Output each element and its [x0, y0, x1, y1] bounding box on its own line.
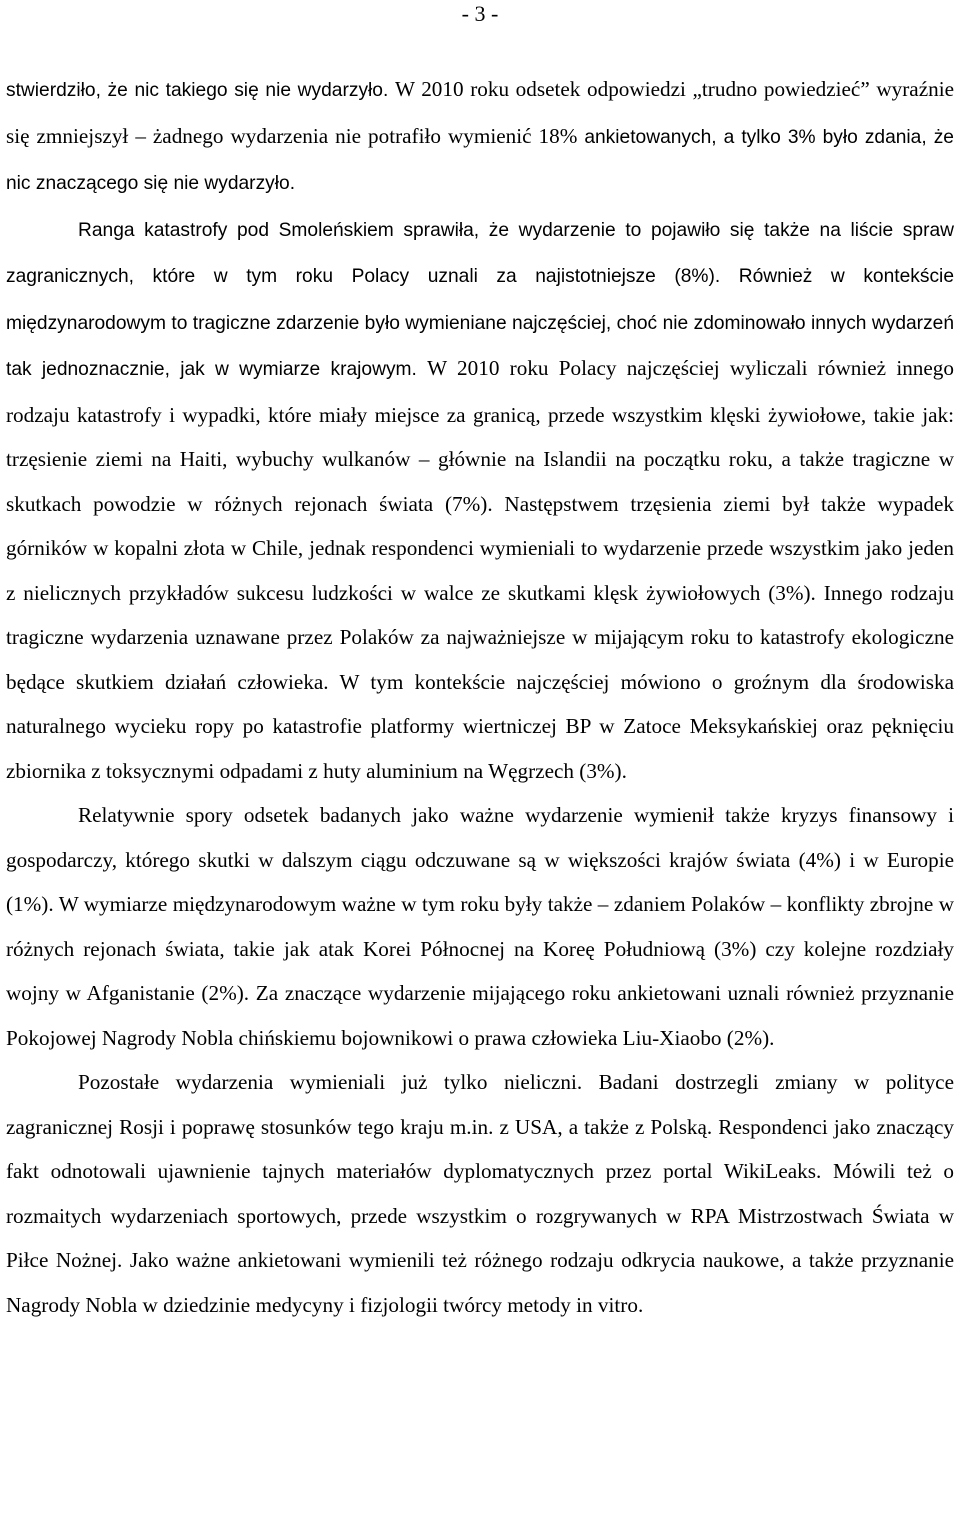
- page-number: [0, 0, 960, 28]
- paragraph-4-run-1: Pozostałe wydarzenia wymieniali już tylko nieliczni. Badani dostrzegli zmiany w polityce zagranicznej Rosji i poprawę stosunków tego kraju m.in. z USA, a także z Polską. Respondenci jako znaczący fakt odnotowali ujawnienie tajnych materiałów dyplomatycznych przez portal WikiLeaks. Mówili też o rozmaitych wydarzeniach sportowych, przede wszystkim o rozgrywanych w RPA Mistrzostwach Świata w Piłce Nożnej. Jako ważne ankietowani wymienili też różnego rodzaju odkrycia naukowe, a także przyznanie Nagrody Nobla w dziedzinie medycyny i fizjologii twórcy metody in vitro.: [6, 1070, 954, 1317]
- paragraph-3-run-1: Relatywnie spory odsetek badanych jako ważne wydarzenie wymienił także kryzys finansowy i gospodarczy, którego skutki w dalszym ciągu odczuwane są w większości krajów świata (4%) i w Europie (1%). W wymiarze międzynarodowym ważne w tym roku były także – zdaniem Polaków – konflikty zbrojne w różnych rejonach świata, takie jak atak Korei Północnej na Koreę Południową (3%) czy kolejne rozdziały wojny w Afganistanie (2%). Za znaczące wydarzenie mijającego roku ankietowani uznali również przyznanie Pokojowej Nagrody Nobla chińskiemu bojownikowi o prawa człowieka Liu-Xiaobo (2%).: [6, 803, 954, 1050]
- paragraph-2-run-2: W 2010 roku Polacy najczęściej wyliczali również innego rodzaju katastrofy i wypadki, które miały miejsce za granicą, przede wszystkim klęski żywiołowe, takie jak: trzęsienie ziemi na Haiti, wybuchy wulkanów – głównie na Islandii na początku roku, a także tragiczne w skutkach powodzie w różnych rejonach świata (7%). Następstwem trzęsienia ziemi był także wypadek górników w kopalni złota w Chile, jednak respondenci wymieniali to wydarzenie przede wszystkim jako jeden z nielicznych przykładów sukcesu ludzkości w walce ze skutkami klęsk żywiołowych (3%). Innego rodzaju tragiczne wydarzenia uznawane przez Polaków za najważniejsze w mijającym roku to katastrofy ekologiczne będące skutkiem działań człowieka. W tym kontekście najczęściej mówiono o groźnym dla środowiska naturalnego wycieku ropy po katastrofie platformy wiertniczej BP w Zatoce Meksykańskiej oraz pęknięciu zbiornika z toksycznymi odpadami z huty aluminium na Węgrzech (3%).: [6, 356, 954, 783]
- paragraph-3: [6, 793, 954, 1060]
- paragraph-1-run-2: W 2010 roku odsetek odpowiedzi „trudno powiedzieć” wyraźnie się zmniejszył – żadnego wydarzenia nie potrafiło wymienić 18%: [6, 77, 954, 148]
- paragraph-4: [6, 1060, 954, 1327]
- document-body: [6, 67, 954, 1327]
- paragraph-1-run-1: stwierdziło, że nic takiego się nie wydarzyło.: [6, 80, 395, 101]
- paragraph-1: [6, 67, 954, 207]
- paragraph-1-run-3: ankietowanych, a tylko 3% było zdania, że nic znaczącego się nie wydarzyło.: [6, 126, 954, 194]
- paragraph-2-run-1: Ranga katastrofy pod Smoleńskiem sprawiła, że wydarzenie to pojawiło się także na liście spraw zagranicznych, które w tym roku Polacy uznali za najistotniejsze (8%). Również w kontekście międzynarodowym to tragiczne zdarzenie było wymieniane najczęściej, choć nie zdominowało innych wydarzeń tak jednoznacznie, jak w wymiarze krajowym.: [6, 219, 954, 380]
- paragraph-2: [6, 207, 954, 794]
- page-number-text: - 3 -: [461, 1, 499, 26]
